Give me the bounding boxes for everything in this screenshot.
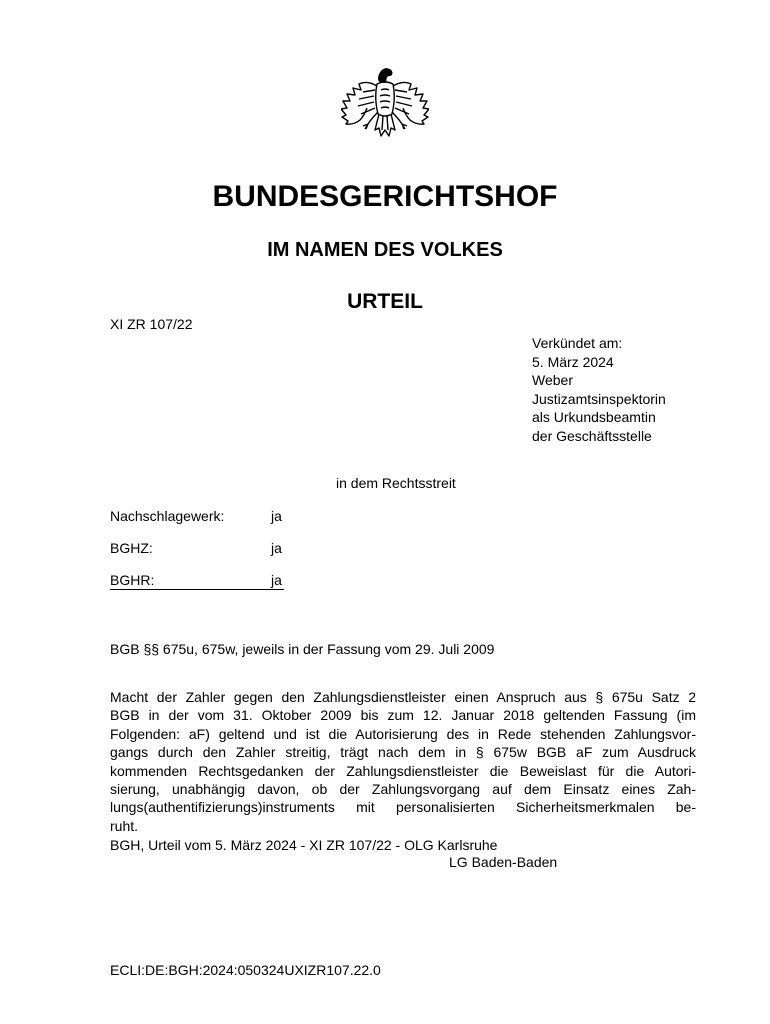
headnote [110, 688, 696, 835]
ecli-identifier: ECLI:DE:BGH:2024:050324UXIZR107.22.0 [110, 962, 381, 978]
metadata-value: ja [271, 508, 282, 524]
announcement-line: 5. März 2024 [532, 353, 614, 370]
announcement-line: Verkündet am: [532, 335, 623, 351]
court-name: BUNDESGERICHTSHOF [212, 180, 558, 213]
norm-reference: BGB §§ 675u, 675w, jeweils in der Fassung vom 29. Juli 2009 [110, 641, 495, 657]
divider [110, 589, 284, 590]
proceeding-label: in dem Rechtsstreit [336, 475, 456, 491]
citation-line: BGH, Urteil vom 5. März 2024 - XI ZR 107/22 - OLG Karlsruhe [110, 837, 498, 853]
metadata-key: BGHR: [110, 572, 155, 588]
metadata-value: ja [271, 540, 282, 556]
headnote-line: lungs(authentifizierungs)instruments mit personalisierten Sicherheitsmerkmalen be- [110, 799, 696, 816]
headnote-line: Folgenden: aF) geltend und ist die Autorisierung des in Rede stehenden Zahlungsvor- [110, 725, 696, 742]
metadata-key: Nachschlagewerk: [110, 508, 225, 524]
judgment-formula: IM NAMEN DES VOLKES [267, 239, 503, 261]
headnote-line: sierung, unabhängig davon, ob der Zahlungsvorgang auf dem Einsatz eines Zah- [110, 781, 696, 798]
announcement-line: Weber [532, 372, 573, 389]
case-number: XI ZR 107/22 [110, 316, 193, 332]
headnote-line: kommenden Rechtsgedanken der Zahlungsdienstleister die Beweislast für die Autori- [110, 762, 696, 779]
headnote-line: Macht der Zahler gegen den Zahlungsdienstleister einen Anspruch aus § 675u Satz 2 [110, 689, 696, 705]
headnote-line: ruht. [110, 817, 139, 834]
announcement-block [532, 334, 666, 446]
metadata-key: BGHZ: [110, 540, 153, 556]
citation-lower-court: LG Baden-Baden [449, 854, 558, 870]
announcement-line: als Urkundsbeamtin [532, 409, 656, 426]
announcement-line: Justizamtsinspektorin [532, 390, 666, 407]
headnote-line: gangs durch den Zahler streitig, trägt nach dem in § 675w BGB aF zum Ausdruck [110, 744, 696, 761]
announcement-line: der Geschäftsstelle [532, 427, 652, 444]
document-type: URTEIL [347, 290, 423, 313]
federal-eagle-icon [341, 66, 429, 150]
metadata-value: ja [271, 572, 282, 588]
headnote-line: BGB in der vom 31. Oktober 2009 bis zum 12. Januar 2018 geltenden Fassung (im [110, 707, 696, 724]
